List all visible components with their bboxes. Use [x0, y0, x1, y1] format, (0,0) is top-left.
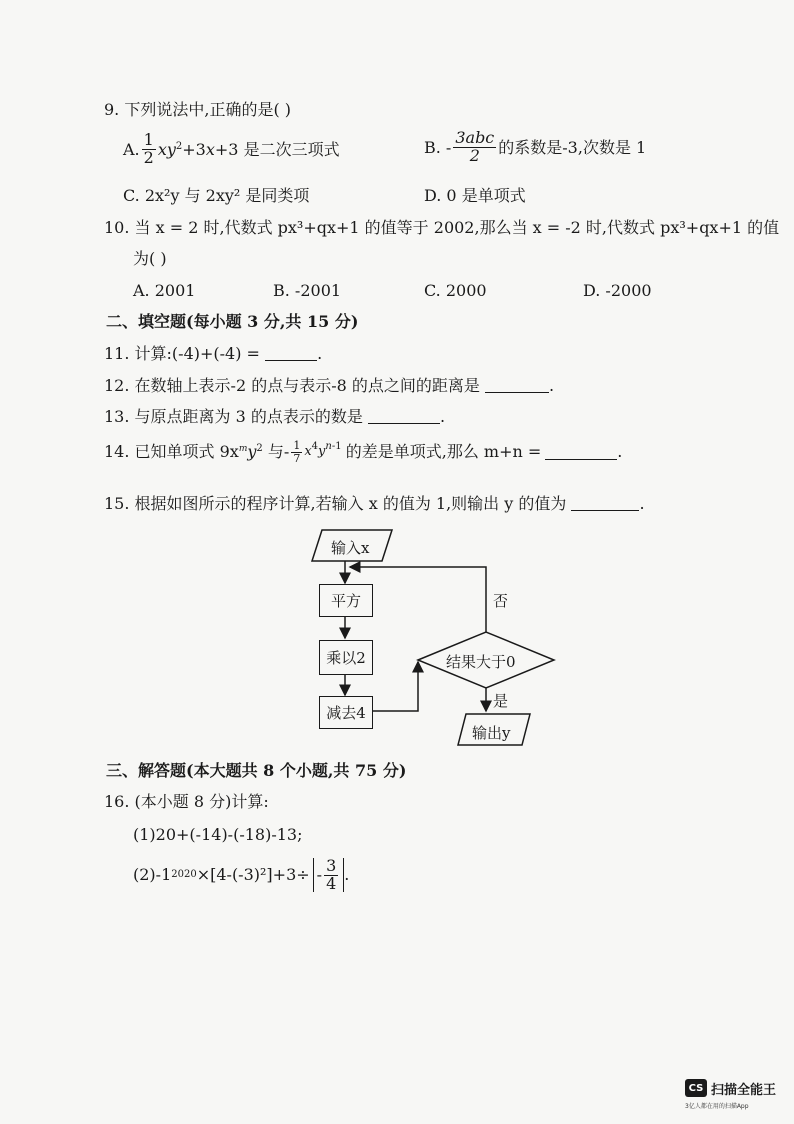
camscanner-logo-icon: CS — [685, 1079, 707, 1097]
q9-a-rest: 是二次三项式 — [243, 139, 340, 159]
q9-a-frac-num: 1 — [143, 130, 154, 149]
camscanner-brand: 扫描全能王 — [711, 1083, 777, 1098]
flowchart-input-label: 输入x — [331, 539, 370, 557]
q14-expr2: $x^4y^{n-1}$ — [304, 440, 342, 459]
q12-end: . — [548, 376, 555, 395]
q16-p2-mid: ×[4-(-3)²]+3÷ — [196, 865, 310, 885]
flowchart-subtract-box — [319, 696, 373, 729]
q16-p2-frac-num: 3 — [326, 855, 337, 875]
q10-option-b: B. -2001 — [273, 281, 342, 300]
flowchart-yes-label: 是 — [493, 692, 509, 710]
flowchart-square-label: 平方 — [330, 592, 361, 610]
q9-a-frac-den: 2 — [143, 147, 154, 167]
q9-b-frac-den: 2 — [469, 145, 480, 165]
q16-p2-fraction — [324, 855, 338, 893]
q9-stem: 9. 下列说法中,正确的是( ) — [104, 100, 292, 119]
q9-b-rest: 的系数是-3,次数是 1 — [498, 137, 647, 157]
q10-option-a: A. 2001 — [133, 281, 196, 300]
q14-suffix: 的差是单项式,那么 m+n = — [345, 442, 542, 462]
q16-part2: (2)-1 2020 ×[4-(-3)²]+3÷ - $\frac{3}{4}$ . — [133, 855, 350, 893]
flowchart-decision-label: 结果大于0 — [446, 653, 516, 671]
q14-expr1: $^my^2$ — [238, 442, 263, 462]
section3-title: 三、解答题(本大题共 8 个小题,共 75 分) — [106, 761, 407, 780]
q15-text: 15. 根据如图所示的程序计算,若输入 x 的值为 1,则输出 y 的值为 — [104, 494, 567, 513]
flowchart-no-label: 否 — [493, 592, 509, 610]
q10-stem-line1: 10. 当 x = 2 时,代数式 px³+qx+1 的值等于 2002,那么当 x = -2 时,代数式 px³+qx+1 的值 — [104, 218, 780, 237]
q9-b-prefix: B. - — [424, 137, 452, 157]
flowchart-multiply-label: 乘以2 — [326, 649, 366, 667]
q16-p2-prefix: (2)-1 — [133, 865, 172, 885]
flowchart-output-label: 输出y — [472, 724, 511, 742]
camscanner-tagline: 3亿人都在用的扫描App — [685, 1103, 749, 1110]
q14-frac-den: 7 — [293, 451, 301, 465]
q9-a-expr: $xy^2+3x+3$ — [157, 139, 244, 159]
q16-p2-abs-value: - $\frac{3}{4}$ — [313, 858, 345, 892]
q11-text: 11. 计算:(-4)+(-4) = — [104, 344, 260, 363]
q9-a-prefix: A. — [123, 139, 140, 159]
q13-end: . — [439, 407, 446, 426]
q16-p2-end: . — [344, 865, 350, 885]
q14-prefix: 14. 已知单项式 9x — [104, 442, 239, 462]
flowchart-multiply-box — [319, 640, 373, 675]
q9-b-frac-num: 3abc — [455, 128, 495, 147]
flowchart-subtract-label: 减去4 — [326, 704, 366, 722]
q13-text: 13. 与原点距离为 3 的点表示的数是 — [104, 407, 363, 426]
q15-end: . — [639, 494, 645, 513]
q9-option-c: C. 2x²y 与 2xy² 是同类项 — [123, 186, 310, 205]
q10-option-d: D. -2000 — [583, 281, 652, 300]
q16-stem: 16. (本小题 8 分)计算: — [104, 792, 269, 811]
q10-stem-line2: 为( ) — [133, 249, 167, 268]
q14-end: . — [617, 442, 623, 462]
q16-part1: (1)20+(-14)-(-18)-13; — [133, 825, 303, 844]
q11-end: . — [317, 344, 323, 363]
q16-p2-frac-den: 4 — [326, 873, 337, 893]
q10-option-c: C. 2000 — [424, 281, 487, 300]
flowchart-square-box — [319, 584, 373, 617]
q12-text: 12. 在数轴上表示-2 的点与表示-8 的点之间的距离是 — [104, 376, 480, 395]
section2-title: 二、填空题(每小题 3 分,共 15 分) — [106, 312, 359, 331]
q14-middle: 与- — [267, 442, 290, 462]
q14-frac-num: 1 — [293, 439, 301, 452]
q9-option-d: D. 0 是单项式 — [424, 186, 526, 205]
